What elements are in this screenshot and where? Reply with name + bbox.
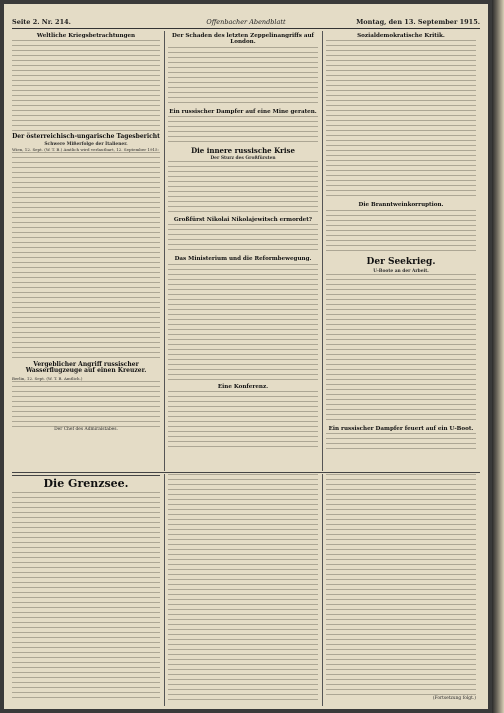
text-block <box>168 474 318 704</box>
headline-russischer-dampfer: Ein russischer Dampfer feuert auf ein U-Boot. <box>328 425 474 432</box>
text-block <box>168 391 318 451</box>
feuilleton-column-2 <box>168 474 318 706</box>
text-block <box>12 152 160 360</box>
header-rule <box>12 28 480 29</box>
headline-konferenz: Eine Konferenz. <box>217 383 269 390</box>
headline-wasserflugzeuge: Vergeblicher Angriff russischer Wasserflugzeuge auf einen Kreuzer. <box>25 361 147 375</box>
feuilleton-title: Die Grenzsee. <box>43 477 129 490</box>
column-2 <box>168 31 318 471</box>
column-divider <box>164 474 165 706</box>
subheadline-italiener: Schwere Mißerfolge der Italiener. <box>44 141 128 147</box>
text-block <box>168 47 318 107</box>
text-block <box>326 40 476 200</box>
text-block <box>326 210 476 254</box>
column-divider <box>322 474 323 706</box>
headline-weltliche: Weltliche Kriegsbetrachtungen <box>36 33 136 39</box>
column-3 <box>326 31 476 471</box>
newspaper-page <box>4 4 488 709</box>
text-block <box>12 381 160 427</box>
column-1 <box>12 31 160 471</box>
headline-dampfer: Ein russischer Dampfer auf eine Mine geraten. <box>169 108 317 115</box>
column-divider <box>164 31 165 471</box>
headline-ministerium: Das Ministerium und die Reformbewegung. <box>174 256 312 263</box>
headline-tagesbericht: Der österreichisch-ungarische Tagesbericht <box>12 133 160 141</box>
newspaper-title: Offenbacher Abendblatt <box>206 18 286 26</box>
subheadline-uboote: U-Boote an der Arbeit. <box>373 268 429 274</box>
text-block <box>326 433 476 453</box>
page-date: Montag, den 13. September 1915. <box>356 18 480 26</box>
text-block <box>168 161 318 215</box>
column-divider <box>322 31 323 471</box>
headline-zeppelin: Der Schaden des letzten Zeppelinangriffs auf London. <box>172 33 314 46</box>
signature: Der Chef des Admiralstabes. <box>54 426 118 432</box>
dateline: Wien, 12. Sept. (W. T. B.) Amtlich wird verlautbart, 12. September 1915: <box>12 146 159 152</box>
text-block <box>168 264 318 382</box>
feuilleton-column-3 <box>326 474 476 706</box>
headline-krise: Die innere russische Krise <box>191 146 295 156</box>
headline-nikolai: Großfürst Nikolai Nikolajewitsch ermordet? <box>173 216 313 223</box>
text-block <box>326 274 476 424</box>
feuilleton-rule <box>12 472 480 473</box>
text-block <box>12 40 160 132</box>
feuilleton-rule <box>12 475 160 476</box>
headline-branntwein: Die Branntweinkorruption. <box>358 202 444 209</box>
text-block <box>12 492 160 702</box>
text-block <box>168 224 318 254</box>
headline-seekrieg: Der Seekrieg. <box>366 256 436 267</box>
text-block <box>326 474 476 696</box>
page-header <box>12 18 480 28</box>
headline-kritik: Sozialdemokratische Kritik. <box>357 33 445 39</box>
text-block <box>168 116 318 146</box>
dateline: Berlin, 12. Sept. (W. T. B. Amtlich.) <box>12 375 83 381</box>
feuilleton-column-1 <box>12 477 160 703</box>
subheadline-sturz: Der Sturz des Großfürsten <box>210 155 276 161</box>
book-spine <box>492 0 504 713</box>
continuation-note: (Fortsetzung folgt.) <box>432 696 476 701</box>
page-number: Seite 2. Nr. 214. <box>12 18 71 26</box>
